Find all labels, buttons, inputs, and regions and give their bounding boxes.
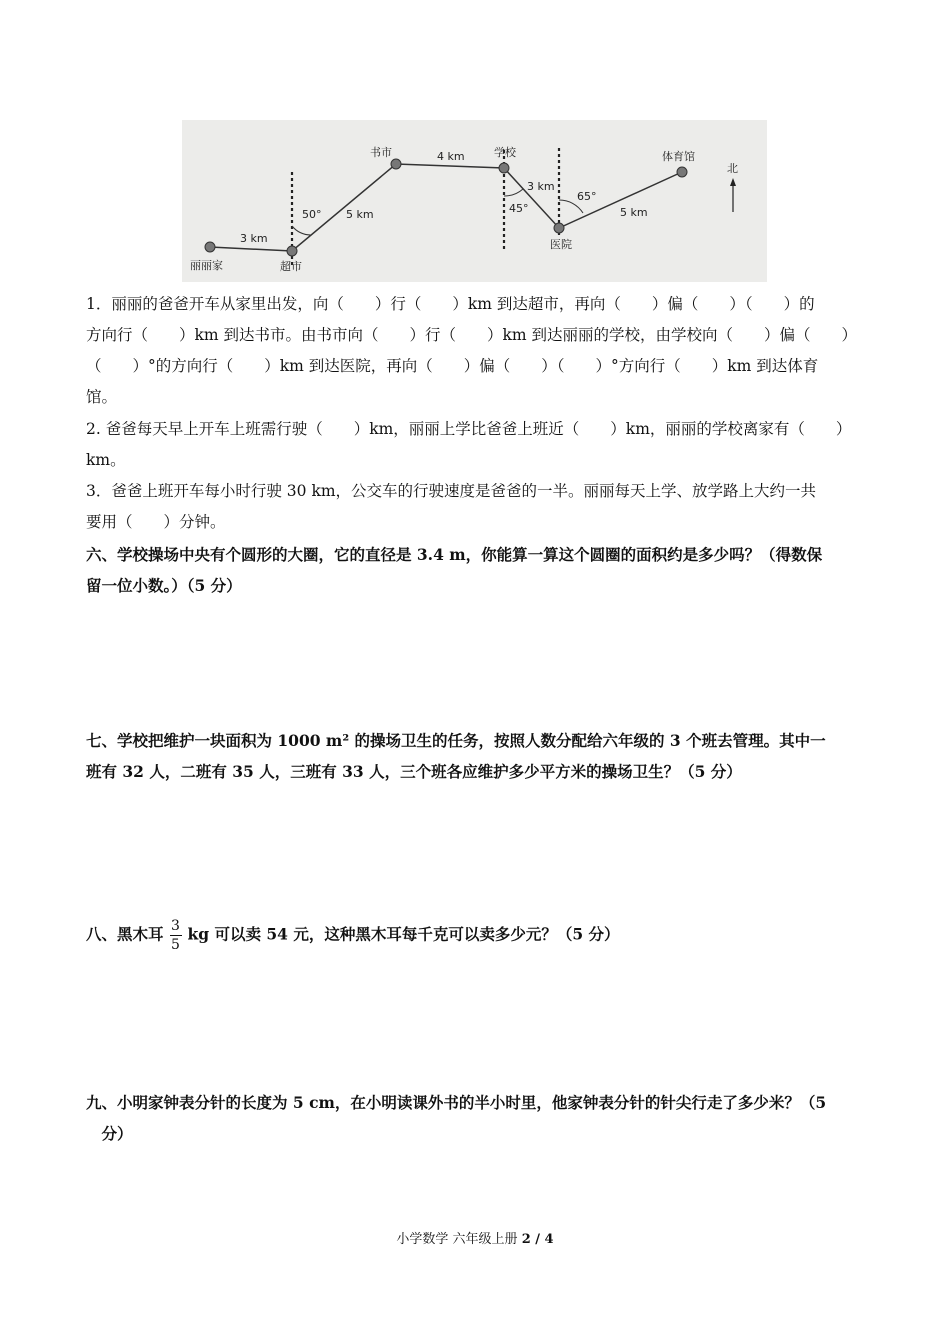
q6-line1: 六、学校操场中央有个圆形的大圈，它的直径是 3.4 m，你能算一算这个圆圈的面积约是多少吗？（得数保 — [86, 545, 823, 564]
footer-subject: 小学数学 六年级上册 — [396, 1232, 518, 1247]
q8-prefix: 八、黑木耳 — [86, 924, 164, 944]
q5-item1-line1: 1．丽丽的爸爸开车从家里出发，向（ ）行（ ）km 到达超市，再向（ ）偏（ ）（ ）的 — [86, 295, 815, 313]
q8-fraction — [170, 918, 182, 953]
point-bookstore — [391, 159, 401, 169]
label-hospital: 医院 — [550, 238, 572, 251]
point-supermarket — [287, 246, 297, 256]
diagram-background — [182, 120, 767, 282]
fraction-bar — [170, 935, 182, 936]
label-school: 学校 — [494, 146, 516, 159]
label-distance-hospital-stadium: 5 km — [620, 206, 648, 219]
label-distance-school-hospital: 3 km — [527, 180, 555, 193]
q7-line1: 七、学校把维护一块面积为 1000 m² 的操场卫生的任务，按照人数分配给六年级的 3 个班去管理。其中一 — [86, 731, 826, 750]
label-supermarket: 超市 — [280, 260, 302, 273]
label-angle-supermarket: 50° — [302, 208, 322, 221]
question-7 — [86, 725, 866, 787]
question-8 — [86, 918, 866, 953]
label-angle-hospital: 65° — [577, 190, 597, 203]
label-angle-school: 45° — [509, 202, 529, 215]
label-home: 丽丽家 — [190, 259, 223, 272]
q8-suffix: kg 可以卖 54 元，这种黑木耳每千克可以卖多少元？（5 分） — [187, 924, 620, 944]
label-distance-home-supermarket: 3 km — [240, 232, 268, 245]
route-map-svg — [182, 120, 767, 282]
q9-line1: 九、小明家钟表分针的长度为 5 cm，在小明读课外书的半小时里，他家钟表分针的针尖行走了多少米？（5 — [86, 1093, 827, 1112]
page-footer — [0, 1228, 950, 1247]
label-distance-bookstore-school: 4 km — [437, 150, 465, 163]
label-distance-supermarket-bookstore: 5 km — [346, 208, 374, 221]
route-map-diagram — [182, 120, 767, 282]
q5-item3-line1: 3．爸爸上班开车每小时行驶 30 km，公交车的行驶速度是爸爸的一半。丽丽每天上学、放学路上大约一共 — [86, 482, 817, 500]
label-north: 北 — [727, 162, 738, 175]
q5-item2-line1: 2. 爸爸每天早上开车上班需行驶（ ）km，丽丽上学比爸爸上班近（ ）km，丽丽的学校离家有（ ） — [86, 420, 852, 438]
question-9 — [86, 1087, 866, 1149]
q5-item1 — [86, 289, 866, 413]
q6-line2: 留一位小数。）（5 分） — [86, 576, 242, 595]
label-stadium: 体育馆 — [662, 150, 695, 163]
q5-item3-line2: 要用（ ）分钟。 — [86, 513, 226, 531]
q8-numerator: 3 — [171, 918, 180, 934]
q5-item3 — [86, 476, 866, 538]
q5-item1-line2: 方向行（ ）km 到达书市。由书市向（ ）行（ ）km 到达丽丽的学校，由学校向（ ）偏（ ） — [86, 326, 858, 344]
point-home — [205, 242, 215, 252]
footer-page-number: 2 / 4 — [521, 1232, 554, 1247]
q7-line2: 班有 32 人，二班有 35 人，三班有 33 人，三个班各应维护多少平方米的操场卫生？（5 分） — [86, 762, 742, 781]
q5-item2-line2: km。 — [86, 451, 126, 469]
q5-item2 — [86, 414, 866, 476]
q5-item1-line3: （ ）°的方向行（ ）km 到达医院，再向（ ）偏（ ）（ ）°方向行（ ）km 到达体育 — [86, 357, 819, 375]
point-hospital — [554, 223, 564, 233]
q5-item1-line4: 馆。 — [86, 388, 118, 406]
point-school — [499, 163, 509, 173]
label-bookstore: 书市 — [370, 146, 392, 159]
q8-denominator: 5 — [171, 937, 180, 953]
q9-line2: 分） — [86, 1124, 133, 1143]
point-stadium — [677, 167, 687, 177]
question-6 — [86, 539, 866, 601]
